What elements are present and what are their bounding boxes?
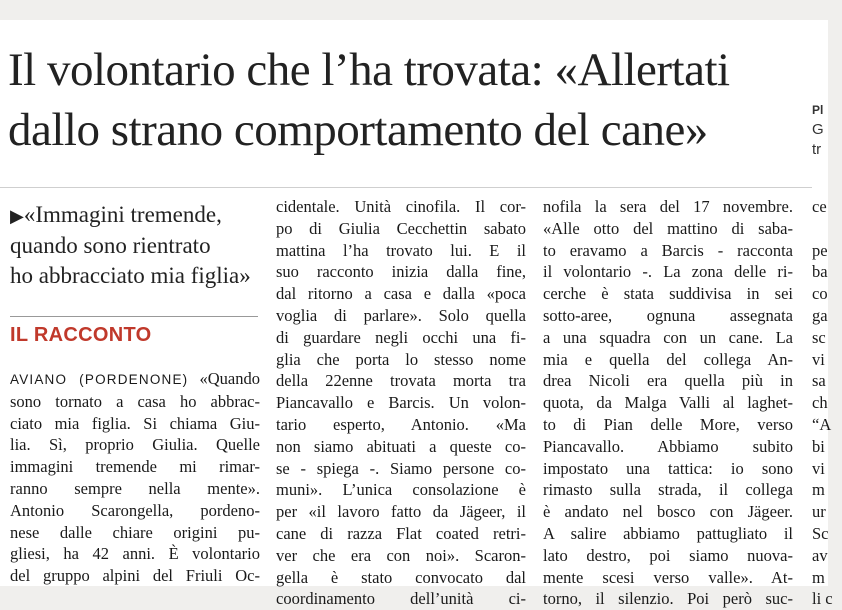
column-line: li c bbox=[812, 589, 833, 609]
column-line: impostato una tattica: io sono bbox=[543, 458, 793, 478]
column-line: ciato mia figlia. Si chiama Giu- bbox=[10, 413, 260, 433]
column-line: «Alle otto del mattino di saba- bbox=[543, 218, 793, 238]
column-line: ba bbox=[812, 262, 828, 282]
column-line: tario esperto, Antonio. «Ma bbox=[276, 414, 526, 434]
subhead-line-1: «Immagini tremende, bbox=[23, 202, 222, 227]
column-line: lato destro, poi siamo nuova- bbox=[543, 545, 793, 565]
column-line: sa bbox=[812, 371, 826, 391]
column-line: di guardare negli occhi una fi- bbox=[276, 327, 526, 347]
column-line: vi bbox=[812, 349, 825, 369]
column-line: lia. Sì, proprio Giulia. Quelle bbox=[10, 435, 260, 455]
paragraph-gap bbox=[812, 218, 842, 240]
column-line: A salire abbiamo pattugliato il bbox=[543, 523, 793, 543]
triangle-bullet-icon: ▶ bbox=[10, 206, 24, 226]
adjacent-line-2: G bbox=[812, 121, 824, 138]
article-column-2 bbox=[276, 196, 526, 610]
headline bbox=[8, 40, 808, 160]
first-line-text: «Quando bbox=[188, 369, 260, 388]
headline-line-2: dallo strano comportamento del cane» bbox=[8, 104, 708, 156]
column-line: cidentale. Unità cinofila. Il cor- bbox=[276, 197, 526, 216]
column-line: cerche è stata suddivisa in sei bbox=[543, 284, 793, 304]
column-line: per «il lavoro fatto da Jägeer, il bbox=[276, 502, 526, 522]
column-line: sono tornato a casa ho abbrac- bbox=[10, 391, 260, 411]
column-line: a una squadra con un cane. La bbox=[543, 327, 793, 347]
column-line: “A bbox=[812, 414, 832, 434]
column-line: mente scesi verso valle». At- bbox=[543, 567, 793, 587]
subheadline bbox=[10, 200, 270, 291]
column-line: nese dalle chiare origini pu- bbox=[10, 522, 260, 542]
column-line: quota, da Malga Valli al laghet- bbox=[543, 393, 793, 413]
column-line: sotto-aree, ognuna assegnata bbox=[543, 305, 793, 325]
article-column-3 bbox=[543, 196, 793, 610]
adjacent-line-1: Pl bbox=[812, 103, 824, 117]
column-line: m bbox=[812, 480, 825, 500]
column-line: Antonio Scarongella, pordeno- bbox=[10, 500, 260, 520]
column-line: co bbox=[812, 284, 828, 304]
column-line: dal ritorno a casa e dalla «poca bbox=[276, 284, 526, 304]
column-line: sc bbox=[812, 327, 826, 347]
column-line: pe bbox=[812, 240, 828, 260]
column-line: mia e quella del collega An- bbox=[543, 349, 793, 369]
column-line: gliesi, ha 42 anni. È volontario bbox=[10, 544, 260, 564]
column-line: mattina l’ha trovato lui. E il bbox=[276, 240, 526, 260]
column-line: ce bbox=[812, 197, 827, 216]
column-line: glia che porta lo stesso nome bbox=[276, 349, 526, 369]
column-line bbox=[10, 368, 260, 391]
column-line: Sc bbox=[812, 523, 829, 543]
column-line: ga bbox=[812, 305, 828, 325]
column-line: voglia di parlare». Solo quella bbox=[276, 305, 526, 325]
column-line: cane di razza Flat coated retri- bbox=[276, 523, 526, 543]
column-line: gella è stato convocato dal bbox=[276, 567, 526, 587]
subhead-line-2: quando sono rientrato bbox=[10, 233, 211, 258]
column-line: nofila la sera del 17 novembre. bbox=[543, 197, 793, 216]
dateline: AVIANO (PORDENONE) bbox=[10, 372, 189, 387]
article-column-1 bbox=[10, 368, 260, 587]
column-line: coordinamento dell’unità ci- bbox=[276, 589, 526, 609]
column-line: se - spiega -. Siamo persone co- bbox=[276, 458, 526, 478]
column-line: po di Giulia Cecchettin sabato bbox=[276, 218, 526, 238]
column-line: Piancavallo e Barcis. Un volon- bbox=[276, 393, 526, 413]
column-line: non siamo abituati a queste co- bbox=[276, 436, 526, 456]
column-line: ver che era con noi». Scaron- bbox=[276, 545, 526, 565]
adjacent-article-strip bbox=[812, 100, 832, 160]
column-line: è andato nel bosco con Jägeer. bbox=[543, 502, 793, 522]
column-line: ur bbox=[812, 502, 826, 522]
section-divider bbox=[10, 316, 258, 317]
article-column-4-cropped bbox=[812, 196, 842, 610]
adjacent-line-3: tr bbox=[812, 141, 822, 158]
subhead-line-3: ho abbracciato mia figlia» bbox=[10, 263, 251, 288]
column-line: muni». L’unica consolazione è bbox=[276, 480, 526, 500]
headline-line-1: Il volontario che l’ha trovata: «Allertati bbox=[8, 44, 730, 96]
section-label: IL RACCONTO bbox=[10, 324, 152, 346]
column-line: Piancavallo. Abbiamo subito bbox=[543, 436, 793, 456]
column-line: m bbox=[812, 567, 825, 587]
newspaper-page bbox=[0, 20, 833, 609]
column-line: il volontario -. La zona delle ri- bbox=[543, 262, 793, 282]
column-line: ranno sempre nella mente». bbox=[10, 478, 260, 498]
column-line: bi bbox=[812, 436, 825, 456]
column-line: del gruppo alpini del Friuli Oc- bbox=[10, 566, 260, 586]
column-line: vi bbox=[812, 458, 825, 478]
column-line: drea Nicoli era quella più in bbox=[543, 371, 793, 391]
column-line: immagini tremende mi rimar- bbox=[10, 457, 260, 477]
column-line: av bbox=[812, 545, 828, 565]
column-line: suo racconto inizia dalla fine, bbox=[276, 262, 526, 282]
headline-divider bbox=[0, 187, 812, 188]
column-line: rimasto sulla strada, il collega bbox=[543, 480, 793, 500]
column-line: to eravamo a Barcis - racconta bbox=[543, 240, 793, 260]
column-line: della 22enne trovata morta tra bbox=[276, 371, 526, 391]
column-line: ch bbox=[812, 393, 828, 413]
column-line: to di Pian delle More, verso bbox=[543, 414, 793, 434]
column-line: torno, il silenzio. Poi però suc- bbox=[543, 589, 793, 609]
